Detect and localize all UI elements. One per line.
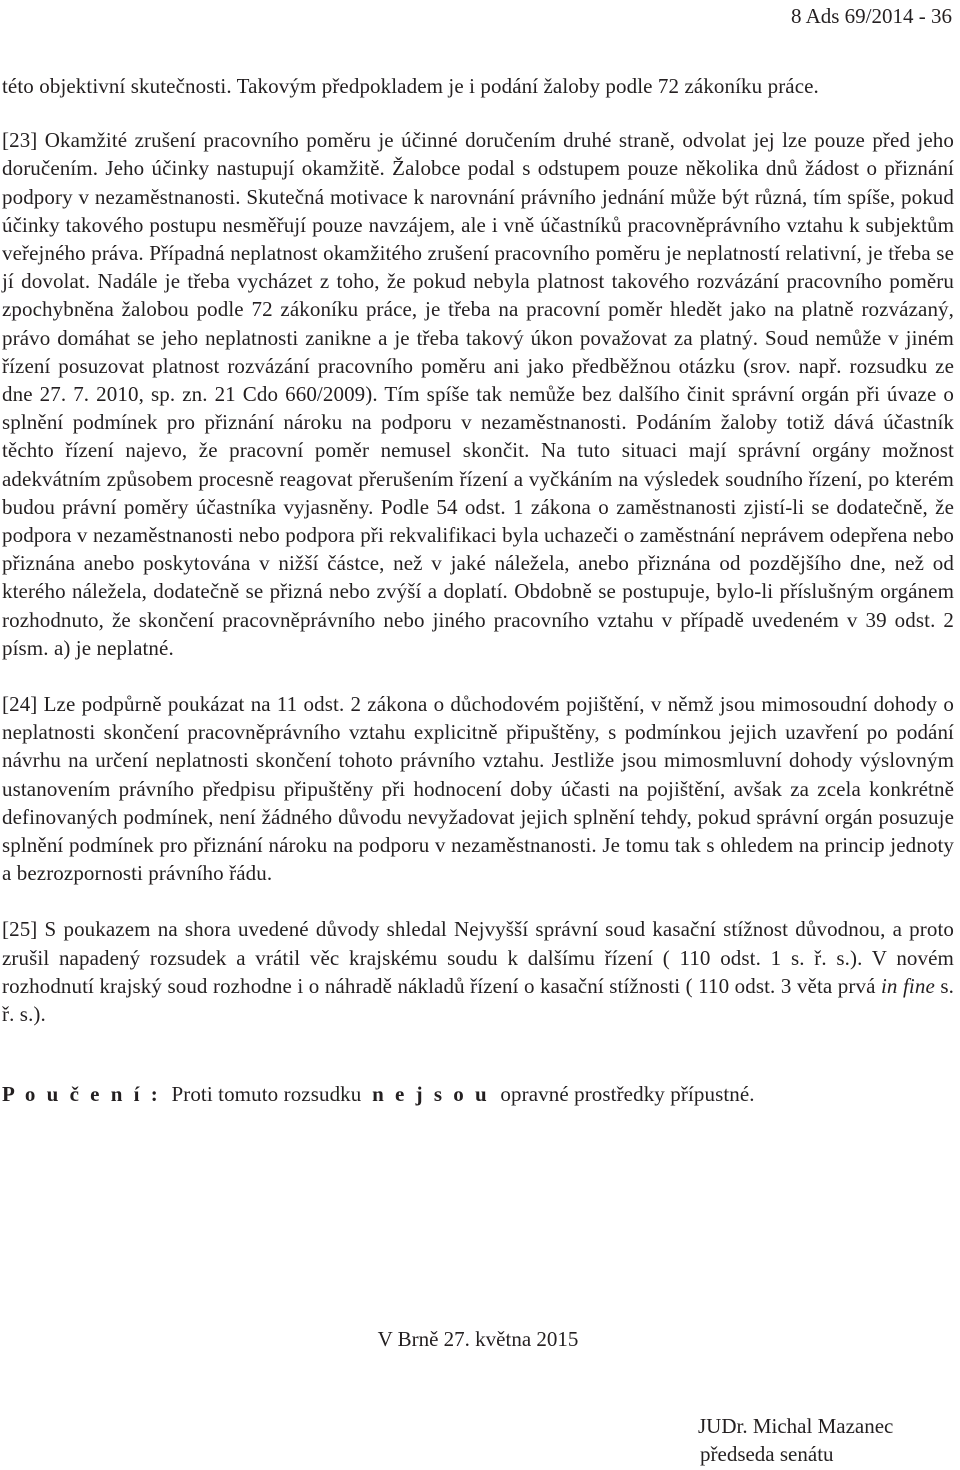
paragraph-25 xyxy=(2,915,954,1028)
document-body xyxy=(2,72,954,1109)
paragraph-intro: této objektivní skutečnosti. Takovým předpokladem je i podání žaloby podle 72 zákoníku práce. xyxy=(2,74,819,98)
pouceni-label: P o u č e n í : xyxy=(2,1082,161,1107)
pouceni-paragraph xyxy=(2,1080,954,1108)
paragraph-23: [23] Okamžité zrušení pracovního poměru je účinné doručením druhé straně, odvolat jej lze pouze před jeho doručením. Jeho účinky nastupují okamžitě. Žalobce podal s odstupem pouze několika dnů žádost o přiznání podpory v nezaměstnanosti. Skutečná motivace k narovnání právního jednání může být různá, tím spíše, pokud účinky takového postupu nesměřují pouze navzájem, ale i vně účastníků pracovněprávního vztahu k subjektům veřejného práva. Případná neplatnost okamžitého zrušení pracovního poměru je neplatností relativní, je třeba se jí dovolat. Nadále je třeba vycházet z toho, že pokud nebyla platnost takového rozvázání pracovního poměru zpochybněna žalobou podle 72 zákoníku práce, je třeba na pracovní poměr hledět jako na platně rozvázaný, právo domáhat se jeho neplatnosti zanikne a je třeba takový úkon považovat za platný. Soud nemůže v jiném řízení posuzovat platnost rozvázání pracovního poměru ani jako předběžnou otázku (srov. např. rozsudku ze dne 27. 7. 2010, sp. zn. 21 Cdo 660/2009). Tím spíše tak nemůže bez dalšího činit správní orgán při úvaze o splnění podmínek pro přiznání nároku na podporu v nezaměstnanosti. Podáním žaloby totiž dává účastník těchto řízení najevo, že pracovní poměr nemusel skončit. Na tuto situaci mají správní orgány možnost adekvátním způsobem procesně reagovat přerušením řízení a vyčkáním na výsledek soudního řízení, po kterém budou právní poměry účastníka vyjasněny. Podle 54 odst. 1 zákona o zaměstnanosti zjistí-li se dodatečně, že podpora v nezaměstnanosti nebo podpora při rekvalifikaci byla uchazeči o zaměstnání neprávem odepřena nebo přiznána anebo poskytována v nižší částce, než v jaké náležela, anebo přiznána od pozdějšího dne, než od kterého náležela, dodatečně se přizná nebo zvýší a doplatí. Obdobně se postupuje, bylo-li příslušným orgánem rozhodnuto, že skončení pracovněprávního nebo jiného pracovního vztahu v případě uvedeném v 39 odst. 2 písm. a) je neplatné. xyxy=(2,128,954,660)
paragraph-25-italic: in fine xyxy=(880,973,935,998)
paragraph-24: [24] Lze podpůrně poukázat na 11 odst. 2 zákona o důchodovém pojištění, v němž jsou mimosoudní dohody o neplatnosti skončení pracovněprávního vztahu explicitně připuštěny, s podmínkou jejich uzavření po podání návrhu na určení neplatnosti skončení tohoto právního vztahu. Jestliže jsou mimosmluvní dohody výslovným ustanovením právního předpisu připuštěny při hodnocení doby účasti na pojištění, avšak za zcela konkrétně definovaných podmínek, není žádného důvodu nevyžadovat jejich splnění tehdy, pokud správní orgán posuzuje splnění podmínek pro přiznání nároku na podporu v nezaměstnanosti. Je tomu tak s ohledem na princip jednoty a bezrozpornosti právního řádu. xyxy=(2,692,954,886)
pouceni-emphasis: n e j s o u xyxy=(372,1082,490,1107)
place-and-date: V Brně 27. května 2015 xyxy=(377,1327,579,1351)
paragraph-25-tail: s. ř. s.). xyxy=(2,973,954,1027)
paragraph-25-text: [25] S poukazem na shora uvedené důvody shledal Nejvyšší správní soud kasační stížnost důvodnou, a proto zrušil napadený rozsudek a vrátil věc krajskému soudu k dalšímu řízení ( 110 odst. 1 s. ř. s.). V novém rozhodnutí krajský soud rozhodne i o náhradě nákladů řízení o kasační stížnosti ( 110 odst. 3 věta prvá xyxy=(2,917,954,998)
signer-name: JUDr. Michal Mazanec xyxy=(698,1414,894,1438)
pouceni-text: Proti tomuto rozsudku xyxy=(171,1082,362,1107)
signature-block xyxy=(698,1412,893,1468)
case-number-header: 8 Ads 69/2014 - 36 xyxy=(790,4,952,28)
signer-role: předseda senátu xyxy=(700,1442,834,1466)
pouceni-text-end: opravné prostředky přípustné. xyxy=(500,1082,755,1107)
